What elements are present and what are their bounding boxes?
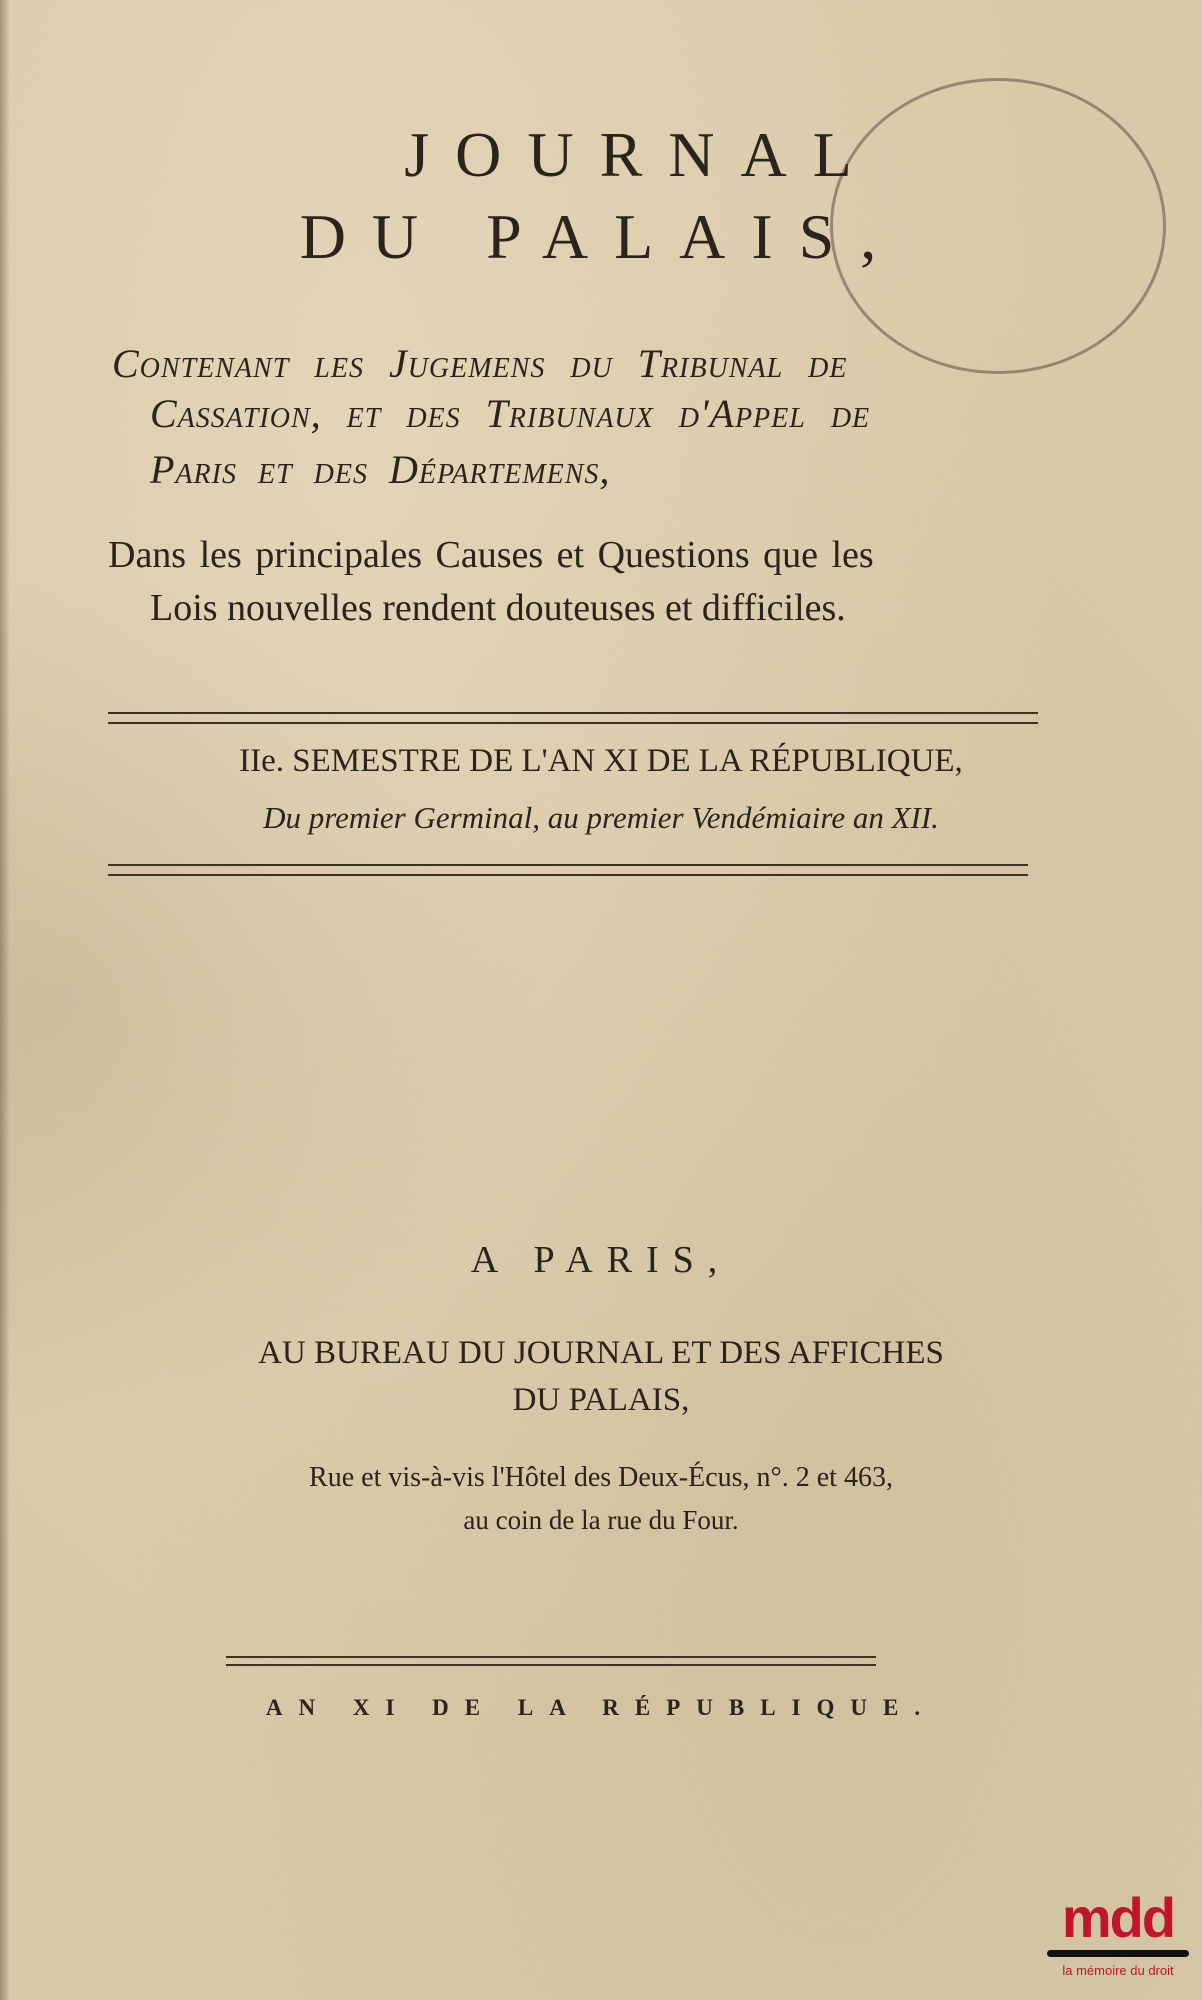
- imprint-publisher-2: DU PALAIS,: [512, 1382, 690, 1418]
- mdd-logo: [1043, 1886, 1193, 1978]
- double-rule-top-b: [108, 722, 1038, 724]
- double-rule-footer-a: [226, 1656, 876, 1658]
- subtitle-line-1: Contenant les Jugemens du Tribunal de: [112, 341, 848, 386]
- date-line: AN XI DE LA RÉPUBLIQUE.: [265, 1695, 937, 1720]
- subtitle-line-3: Paris et des Départemens,: [150, 447, 611, 492]
- double-rule-top-a: [108, 712, 1038, 714]
- subtitle-line-2: Cassation, et des Tribunaux d'Appel de: [150, 391, 871, 436]
- title-line-2: DU PALAIS,: [299, 201, 903, 272]
- semester-heading: IIe. SEMESTRE DE L'AN XI DE LA RÉPUBLIQUE,: [239, 743, 963, 779]
- logo-mark: mdd: [1061, 1886, 1175, 1949]
- description-line-2: Lois nouvelles rendent douteuses et difficiles.: [150, 587, 846, 629]
- double-rule-bottom-b: [108, 874, 1028, 876]
- imprint-city: A PARIS,: [470, 1239, 732, 1281]
- title-line-1: JOURNAL: [404, 119, 878, 190]
- imprint-address-1: Rue et vis-à-vis l'Hôtel des Deux-Écus, n°. 2 et 463,: [309, 1462, 893, 1493]
- double-rule-bottom-a: [108, 864, 1028, 866]
- semester-dates: Du premier Germinal, au premier Vendémiaire an XII.: [263, 800, 939, 835]
- description-line-1: Dans les principales Causes et Questions que les: [108, 534, 874, 576]
- imprint-publisher-1: AU BUREAU DU JOURNAL ET DES AFFICHES: [258, 1335, 944, 1371]
- imprint-address-2: au coin de la rue du Four.: [463, 1505, 739, 1535]
- logo-bar: [1047, 1950, 1189, 1957]
- double-rule-footer-b: [226, 1664, 876, 1666]
- logo-tagline: la mémoire du droit: [1062, 1963, 1174, 1978]
